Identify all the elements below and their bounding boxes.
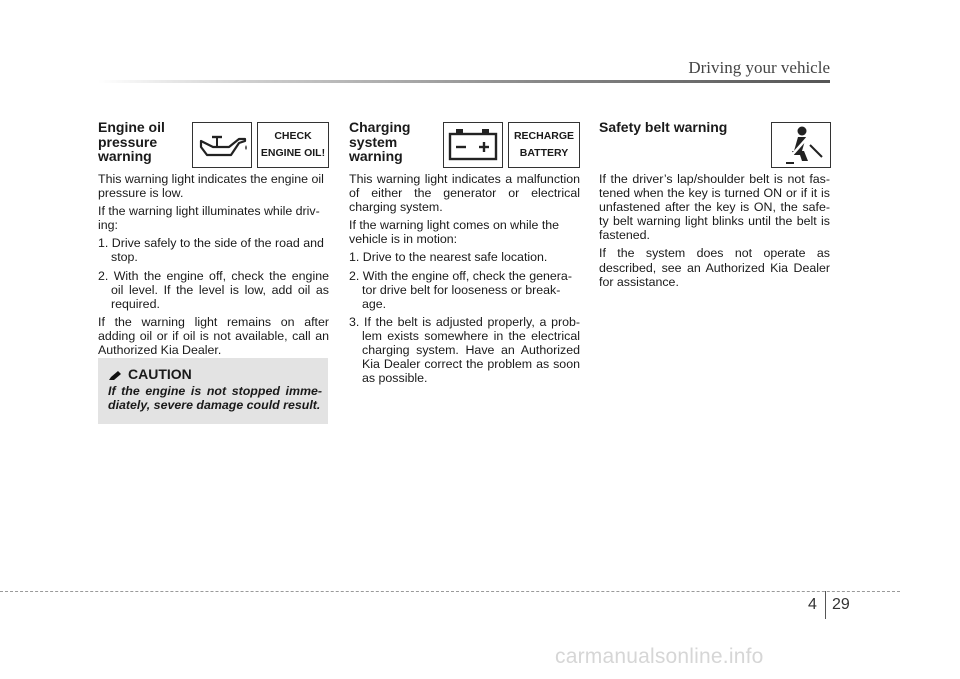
page-divider: [825, 591, 826, 619]
charging-section: [349, 120, 580, 389]
watermark: carmanualsonline.info: [555, 645, 764, 668]
caution-box: [98, 358, 328, 424]
seat-belt-icon: [771, 122, 831, 168]
list-item: 2. With the engine off, check the engine oil level. If the level is low, add oil as required.: [98, 268, 329, 311]
paragraph: If the driver’s lap/shoulder belt is not fas-tened when the key is turned ON or if it is unfastened after the key is ON, the safe-ty belt warning light blinks until the belt is fastened.: [599, 172, 830, 243]
check-engine-oil-label: [257, 122, 329, 168]
caution-text: If the engine is not stopped imme-diately, severe damage could result.: [108, 384, 322, 412]
list-item: 1. Drive to the nearest safe location.: [349, 250, 548, 265]
engine-oil-section: [98, 120, 329, 361]
label-line: RECHARGE: [513, 130, 575, 142]
label-line: ENGINE OIL!: [260, 147, 326, 159]
list-item: 3. If the belt is adjusted properly, a prob-lem exists somewhere in the electrical charging system. Have an Authorized Kia Dealer correct the problem as soon as possible.: [349, 314, 580, 386]
section-title: Driving your vehicle: [688, 58, 830, 77]
label-line: CHECK: [274, 130, 312, 142]
safety-belt-section: [599, 120, 830, 293]
list-item: 1. Drive safely to the side of the road and stop.: [98, 236, 324, 265]
recharge-battery-label: [508, 122, 580, 168]
engine-oil-heading: Engine oil pressure warning: [98, 119, 165, 164]
charging-heading: Charging system warning: [349, 119, 411, 164]
paragraph: If the warning light remains on after adding oil or if oil is not available, call an Authorized Kia Dealer.: [98, 314, 329, 358]
footer-rule: [0, 591, 900, 592]
page-number: 29: [832, 596, 850, 613]
paragraph: This warning light indicates the engine oil pressure is low.: [98, 172, 324, 201]
label-line: BATTERY: [519, 147, 569, 159]
chapter-number: 4: [808, 596, 817, 613]
paragraph: If the warning light comes on while the vehicle is in motion:: [349, 218, 560, 247]
paragraph: This warning light indicates a malfunction of either the generator or electrical charging system.: [349, 172, 580, 215]
battery-icon: [443, 122, 503, 168]
safety-belt-heading: Safety belt warning: [599, 119, 728, 135]
list-item: 2. With the engine off, check the genera-tor drive belt for looseness or break-age.: [349, 268, 572, 311]
caution-title: CAUTION: [128, 366, 192, 382]
oil-can-icon: [192, 122, 252, 168]
header-rule: [98, 80, 830, 83]
paragraph: If the system does not operate as described, see an Authorized Kia Dealer for assistance.: [599, 246, 830, 289]
paragraph: If the warning light illuminates while driv-ing:: [98, 204, 320, 233]
